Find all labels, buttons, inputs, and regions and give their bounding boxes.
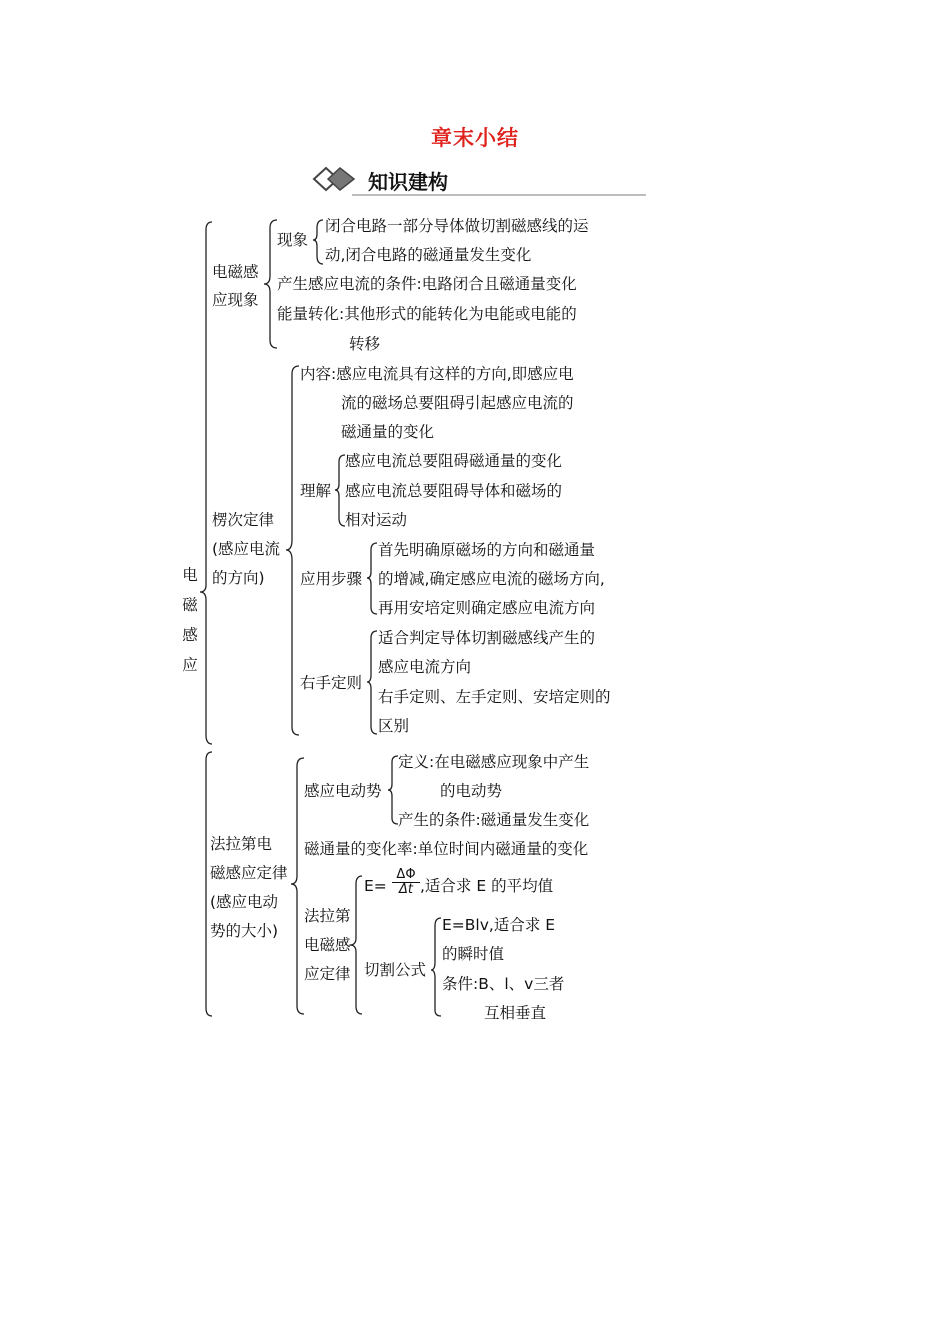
content-text: 流的磁场总要阻碍引起感应电流的 xyxy=(341,394,574,412)
part2-brace xyxy=(286,366,299,735)
part1-label: 电磁感 xyxy=(212,263,259,281)
formula-numerator: ΔΦ xyxy=(396,867,416,882)
part3-bracket xyxy=(206,752,212,1016)
phenomenon-text: 动,闭合电路的磁通量发生变化 xyxy=(325,246,532,264)
part3-label: 磁感应定律 xyxy=(210,864,288,882)
understand-text: 感应电流总要阻碍导体和磁场的 xyxy=(345,482,563,500)
cut-text: 条件:B、l、v三者 xyxy=(442,975,565,993)
formula-denominator: Δt xyxy=(392,882,420,897)
formula-lhs: E= xyxy=(364,877,387,895)
righthand-text: 感应电流方向 xyxy=(378,658,472,676)
root-label xyxy=(181,560,199,680)
root-char: 磁 xyxy=(182,596,198,614)
formula-rhs: ,适合求 E 的平均值 xyxy=(420,877,554,895)
energy-text: 能量转化:其他形式的能转化为电能或电能的 xyxy=(277,305,577,323)
understand-label: 理解 xyxy=(300,482,332,500)
emf-brace xyxy=(388,756,398,824)
steps-text: 首先明确原磁场的方向和磁通量 xyxy=(378,541,596,559)
steps-text: 再用安培定则确定感应电流方向 xyxy=(378,599,596,617)
part1-brace xyxy=(264,220,277,348)
righthand-text: 区别 xyxy=(378,717,410,735)
condition-text: 产生感应电流的条件:电路闭合且磁通量变化 xyxy=(277,275,577,293)
emf-condition: 产生的条件:磁通量发生变化 xyxy=(398,811,590,829)
emf-definition: 的电动势 xyxy=(440,782,503,800)
cut-text: E=Blv,适合求 E xyxy=(442,916,556,934)
page-title: 章末小结 xyxy=(431,126,519,150)
formula-fraction xyxy=(392,868,420,897)
law-label: 法拉第 xyxy=(304,907,351,925)
steps-label: 应用步骤 xyxy=(300,570,363,588)
part2-label: (感应电流 xyxy=(212,540,281,558)
cut-text: 互相垂直 xyxy=(484,1004,547,1022)
righthand-text: 适合判定导体切割磁感线产生的 xyxy=(378,629,596,647)
energy-text: 转移 xyxy=(349,335,381,353)
root-char: 感 xyxy=(182,626,198,644)
steps-brace xyxy=(367,543,377,614)
content-text: 磁通量的变化 xyxy=(341,423,435,441)
emf-label: 感应电动势 xyxy=(304,782,382,800)
part3-label: 势的大小) xyxy=(210,922,279,940)
understand-text: 感应电流总要阻碍磁通量的变化 xyxy=(345,452,563,470)
part1-label: 应现象 xyxy=(212,291,259,309)
law-label: 应定律 xyxy=(304,965,351,983)
phenomenon-label: 现象 xyxy=(277,231,309,249)
righthand-text: 右手定则、左手定则、安培定则的 xyxy=(378,688,611,706)
part3-label: (感应电动 xyxy=(210,893,279,911)
cut-brace xyxy=(431,918,441,1016)
content-text: 内容:感应电流具有这样的方向,即感应电 xyxy=(300,365,574,383)
part2-label: 的方向) xyxy=(212,569,265,587)
law-label: 电磁感 xyxy=(304,936,351,954)
law-brace xyxy=(350,876,362,1014)
phenomenon-text: 闭合电路一部分导体做切割磁感线的运 xyxy=(325,217,589,235)
righthand-brace xyxy=(367,631,377,734)
root-brace xyxy=(200,222,212,744)
righthand-label: 右手定则 xyxy=(300,674,363,692)
understand-text: 相对运动 xyxy=(345,511,408,529)
section-header-label: 知识建构 xyxy=(368,170,448,194)
root-char: 应 xyxy=(182,656,198,674)
root-char: 电 xyxy=(182,566,198,584)
steps-text: 的增减,确定感应电流的磁场方向, xyxy=(378,570,605,588)
cut-label: 切割公式 xyxy=(364,961,427,979)
part3-brace xyxy=(291,758,304,1014)
flux-rate-text: 磁通量的变化率:单位时间内磁通量的变化 xyxy=(304,840,589,858)
emf-definition: 定义:在电磁感应现象中产生 xyxy=(398,753,590,771)
phenomenon-brace xyxy=(313,220,323,264)
cut-text: 的瞬时值 xyxy=(442,945,505,963)
part3-label: 法拉第电 xyxy=(210,835,273,853)
understand-brace xyxy=(335,455,345,526)
part2-label: 楞次定律 xyxy=(212,511,275,529)
